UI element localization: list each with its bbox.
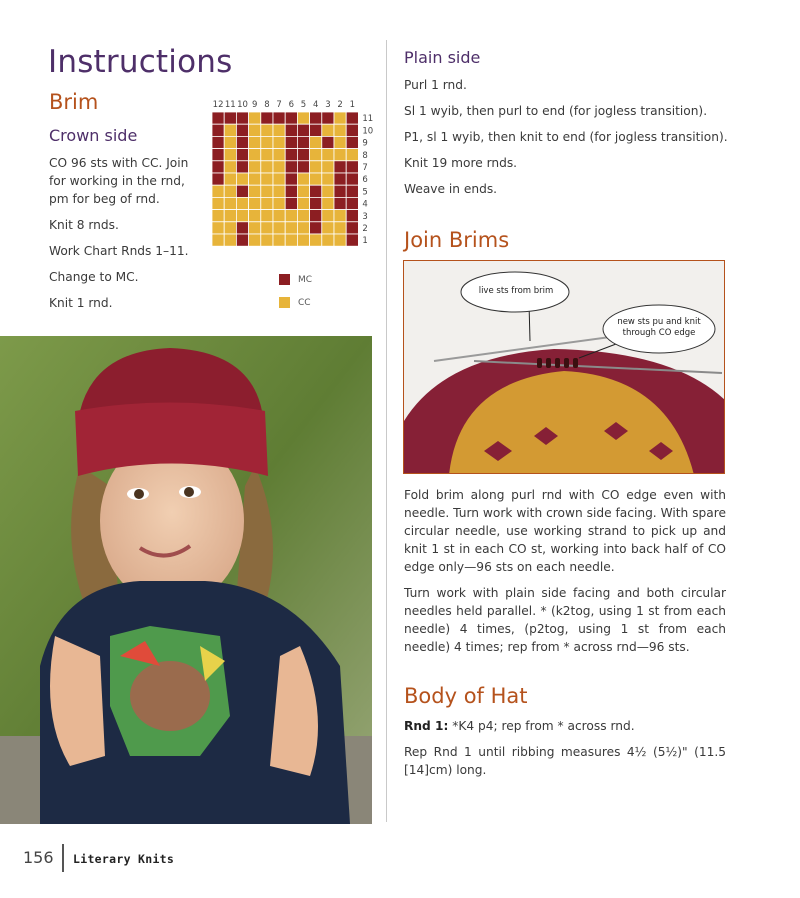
chart-col-label: 6 — [288, 100, 295, 110]
chart-cell — [212, 173, 224, 185]
plain-side-text — [404, 76, 734, 198]
chart-cell — [322, 173, 334, 185]
chart-cell — [249, 234, 261, 246]
plain-side-paragraph-3: P1, sl 1 wyib, then knit to end (for jogless transition). — [404, 130, 728, 144]
chart-cell — [261, 197, 273, 209]
chart-cell — [285, 149, 297, 161]
chart-col-label: 11 — [224, 100, 236, 110]
chart-cell — [249, 185, 261, 197]
chart-cell — [346, 112, 358, 124]
chart-cell — [322, 234, 334, 246]
chart-cell — [334, 185, 346, 197]
chart-cell — [346, 124, 358, 136]
chart-cell — [224, 197, 236, 209]
callout-new-sts-line-1: new sts pu and knit — [617, 317, 701, 327]
chart-cell — [224, 136, 236, 148]
chart-cell — [322, 197, 334, 209]
crown-side-paragraph-2: Knit 8 rnds. — [49, 218, 119, 232]
chart-col-label: 12 — [212, 100, 224, 110]
chart-cell — [297, 161, 309, 173]
chart-cell — [236, 161, 248, 173]
chart-cell — [322, 210, 334, 222]
chart-cell — [310, 112, 322, 124]
chart-cell — [310, 210, 322, 222]
chart-cell — [249, 124, 261, 136]
brim-heading: Brim — [49, 90, 99, 114]
chart-cell — [224, 222, 236, 234]
chart-cell — [334, 149, 346, 161]
chart-cell — [310, 185, 322, 197]
chart-cell — [346, 185, 358, 197]
rnd-1-label: Rnd 1: — [404, 719, 449, 733]
chart-cell — [261, 173, 273, 185]
chart-cell — [236, 210, 248, 222]
chart-cell — [273, 185, 285, 197]
chart-cell — [212, 234, 224, 246]
chart-cell — [273, 149, 285, 161]
chart-cell — [224, 161, 236, 173]
column-divider — [386, 40, 387, 822]
chart-col-label: 1 — [349, 100, 356, 110]
chart-cell — [334, 112, 346, 124]
chart-cell — [310, 222, 322, 234]
chart-cell — [310, 161, 322, 173]
chart-row-label: 9 — [362, 138, 368, 149]
chart-cell — [261, 136, 273, 148]
chart-cell — [273, 210, 285, 222]
crown-side-heading: Crown side — [49, 126, 138, 145]
chart-cell — [334, 210, 346, 222]
crown-line: for working in the rnd, — [49, 174, 185, 188]
legend-label-cc: CC — [298, 298, 311, 308]
chart-cell — [249, 149, 261, 161]
plain-side-heading: Plain side — [404, 48, 481, 67]
chart-row-label: 5 — [362, 187, 368, 198]
chart-cell — [249, 222, 261, 234]
chart-cell — [212, 197, 224, 209]
crown-side-text — [49, 154, 209, 312]
chart-cell — [236, 173, 248, 185]
chart-cell — [346, 197, 358, 209]
chart-cell — [346, 234, 358, 246]
chart-cell — [249, 136, 261, 148]
rnd-1-text: *K4 p4; rep from * across rnd. — [448, 719, 635, 733]
chart-cell — [310, 136, 322, 148]
colorwork-chart — [210, 96, 380, 248]
body-of-hat-paragraph: Rep Rnd 1 until ribbing measures 4½ (5½)" (11.5 [14]cm) long. — [404, 745, 726, 777]
chart-row-label: 6 — [362, 175, 368, 186]
chart-cell — [236, 197, 248, 209]
chart-cell — [249, 112, 261, 124]
crown-side-paragraph-4: Change to MC. — [49, 270, 139, 284]
chart-col-label: 2 — [337, 100, 343, 110]
chart-row-label: 10 — [362, 126, 374, 137]
join-brims-paragraph-1: Fold brim along purl rnd with CO edge even with needle. Turn work with crown side facing. With spare circular needle, use working strand to pick up and knit 1 st in each CO st, working into back half of CO edge only—96 sts on each needle. — [404, 488, 726, 574]
chart-cell — [310, 173, 322, 185]
crown-side-paragraph-1 — [49, 154, 209, 208]
legend-swatch-mc — [279, 274, 290, 285]
chart-col-label: 10 — [237, 100, 248, 110]
chart-cell — [297, 149, 309, 161]
chart-cell — [249, 173, 261, 185]
chart-row-label: 7 — [362, 163, 368, 173]
chart-cell — [285, 222, 297, 234]
chart-cell — [212, 124, 224, 136]
chart-col-label: 7 — [276, 100, 282, 110]
chart-cell — [310, 124, 322, 136]
footer-divider — [62, 844, 64, 872]
chart-cell — [297, 197, 309, 209]
chart-cell — [334, 136, 346, 148]
chart-cell — [346, 222, 358, 234]
chart-cell — [212, 185, 224, 197]
chart-cell — [322, 222, 334, 234]
chart-cell — [297, 222, 309, 234]
chart-row-label: 1 — [362, 236, 368, 247]
chart-cell — [261, 185, 273, 197]
chart-cell — [285, 234, 297, 246]
book-title: Literary Knits — [73, 852, 175, 866]
chart-cell — [322, 161, 334, 173]
chart-cell — [224, 210, 236, 222]
chart-col-label: 5 — [300, 100, 307, 110]
plain-side-paragraph-2: Sl 1 wyib, then purl to end (for jogless transition). — [404, 104, 708, 118]
chart-cell — [236, 124, 248, 136]
chart-cell — [224, 173, 236, 185]
child-hat-illustration — [0, 336, 372, 824]
chart-cell — [346, 173, 358, 185]
body-of-hat-text — [404, 717, 726, 779]
crown-line: pm for beg of rnd. — [49, 192, 160, 206]
chart-row-label: 11 — [362, 114, 374, 125]
chart-cell — [236, 234, 248, 246]
chart-cell — [224, 149, 236, 161]
chart-cell — [285, 185, 297, 197]
legend-label-mc: MC — [298, 275, 313, 285]
chart-cell — [236, 136, 248, 148]
callout-new-sts — [606, 317, 712, 339]
chart-cell — [297, 173, 309, 185]
chart-cell — [273, 173, 285, 185]
chart-cell — [236, 222, 248, 234]
chart-cell — [285, 161, 297, 173]
chart-cell — [285, 136, 297, 148]
chart-cell — [334, 197, 346, 209]
plain-side-paragraph-4: Knit 19 more rnds. — [404, 156, 518, 170]
chart-cell — [285, 124, 297, 136]
join-brims-text — [404, 486, 726, 656]
callout-live-sts: live sts from brim — [478, 286, 554, 296]
chart-cell — [285, 197, 297, 209]
chart-cell — [261, 161, 273, 173]
legend-swatch-cc — [279, 297, 290, 308]
join-brims-photo — [403, 260, 725, 474]
chart-cell — [310, 149, 322, 161]
chart-cell — [273, 124, 285, 136]
chart-cell — [261, 124, 273, 136]
chart-cell — [249, 161, 261, 173]
chart-cell — [334, 124, 346, 136]
join-brims-paragraph-2: Turn work with plain side facing and both circular needles held parallel. * (k2tog, using 1 st from each needle) 4 times, (p2tog, using 1 st from each needle) 4 times; rep from * across rnd—96 sts. — [404, 586, 726, 654]
chart-cell — [261, 149, 273, 161]
chart-cell — [297, 124, 309, 136]
chart-cell — [273, 234, 285, 246]
chart-col-label: 4 — [312, 100, 319, 110]
chart-cell — [322, 185, 334, 197]
chart-cell — [261, 210, 273, 222]
chart-cell — [334, 234, 346, 246]
chart-col-label: 8 — [264, 100, 270, 110]
chart-cell — [346, 210, 358, 222]
chart-cell — [212, 136, 224, 148]
chart-cell — [224, 112, 236, 124]
chart-cell — [310, 234, 322, 246]
rnd-1-instruction — [404, 717, 726, 735]
chart-col-label: 3 — [325, 100, 331, 110]
chart-cell — [212, 210, 224, 222]
chart-cell — [285, 210, 297, 222]
chart-cell — [261, 222, 273, 234]
chart-cell — [334, 173, 346, 185]
chart-cell — [212, 112, 224, 124]
crown-side-paragraph-5: Knit 1 rnd. — [49, 296, 113, 310]
crown-line: CO 96 sts with CC. Join — [49, 156, 189, 170]
chart-cell — [224, 234, 236, 246]
chart-cell — [212, 222, 224, 234]
chart-cell — [212, 149, 224, 161]
chart-cell — [346, 136, 358, 148]
chart-cell — [249, 210, 261, 222]
chart-cell — [297, 136, 309, 148]
chart-cell — [273, 222, 285, 234]
chart-cell — [261, 112, 273, 124]
plain-side-paragraph-1: Purl 1 rnd. — [404, 78, 467, 92]
chart-cell — [273, 197, 285, 209]
chart-col-label: 9 — [251, 100, 258, 110]
chart-cell — [346, 161, 358, 173]
chart-cell — [322, 124, 334, 136]
chart-cell — [334, 222, 346, 234]
chart-cell — [297, 234, 309, 246]
page-title: Instructions — [48, 44, 233, 80]
chart-cell — [285, 112, 297, 124]
chart-cell — [297, 112, 309, 124]
chart-cell — [249, 197, 261, 209]
chart-row-label: 4 — [362, 199, 368, 210]
chart-cell — [224, 124, 236, 136]
chart-cell — [224, 185, 236, 197]
chart-row-label: 3 — [362, 211, 368, 222]
chart-cell — [285, 173, 297, 185]
chart-cell — [334, 161, 346, 173]
chart-cell — [273, 161, 285, 173]
chart-cell — [273, 112, 285, 124]
chart-cell — [322, 149, 334, 161]
chart-cell — [297, 185, 309, 197]
chart-row-label: 8 — [362, 150, 368, 161]
page-number: 156 — [23, 848, 54, 867]
chart-cell — [261, 234, 273, 246]
chart-cell — [322, 112, 334, 124]
crown-side-paragraph-3: Work Chart Rnds 1–11. — [49, 244, 189, 258]
chart-cell — [212, 161, 224, 173]
callout-new-sts-line-2: through CO edge — [622, 328, 696, 338]
body-of-hat-heading: Body of Hat — [404, 684, 528, 708]
plain-side-paragraph-5: Weave in ends. — [404, 182, 498, 196]
join-brims-heading: Join Brims — [404, 228, 510, 252]
child-hat-photo — [0, 336, 372, 824]
chart-cell — [236, 112, 248, 124]
chart-cell — [310, 197, 322, 209]
chart-cell — [273, 136, 285, 148]
chart-cell — [322, 136, 334, 148]
chart-row-label: 2 — [362, 224, 368, 234]
chart-cell — [346, 149, 358, 161]
chart-cell — [297, 210, 309, 222]
chart-cell — [236, 185, 248, 197]
chart-cell — [236, 149, 248, 161]
